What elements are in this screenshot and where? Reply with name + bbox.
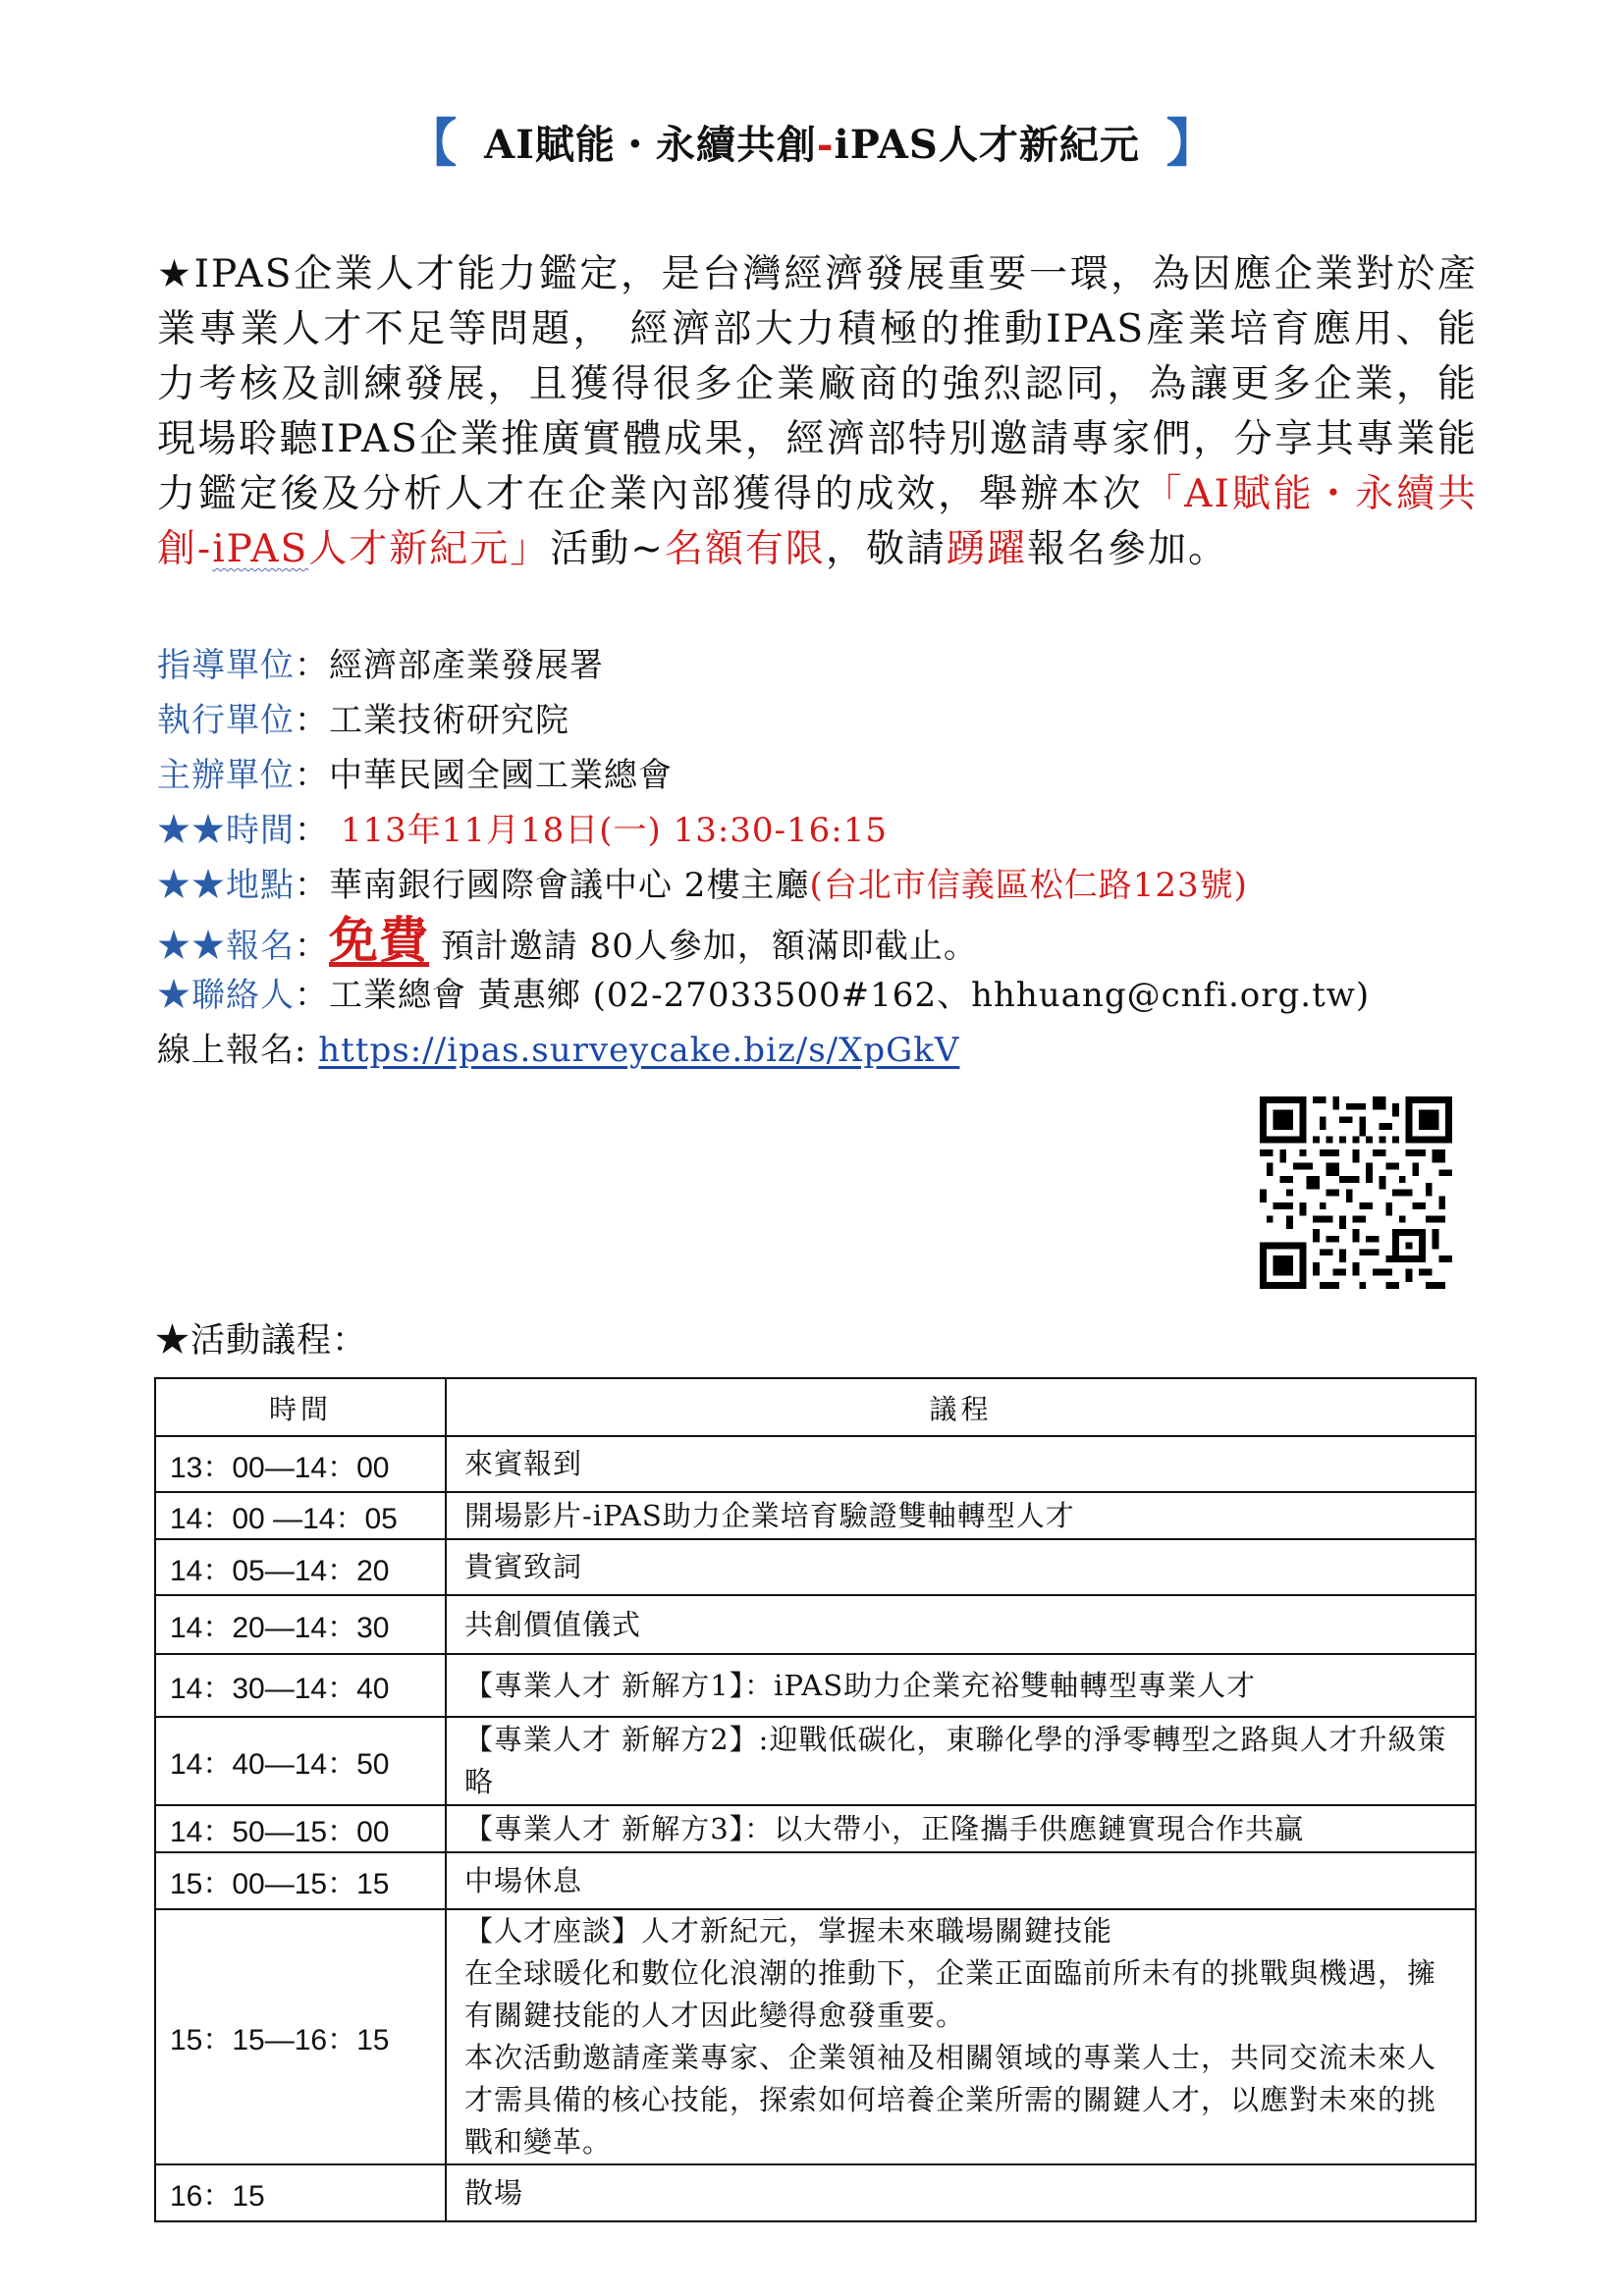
event-info — [157, 638, 1370, 1078]
intro-part4: 報名參加。 — [1026, 527, 1228, 571]
row-time: 14：00 —14：05 — [155, 1492, 446, 1539]
panel-title: 【人才座談】人才新紀元，掌握未來職場關鍵技能 — [464, 1914, 1113, 1948]
contact-label: 聯絡人 — [191, 976, 295, 1015]
enthusiastic: 踴躍 — [946, 527, 1027, 571]
registration-free: 免費 — [329, 911, 429, 969]
panel-desc-1: 在全球暖化和數位化浪潮的推動下，企業正面臨前所未有的挑戰與機遇，擁有關鍵技能的人才因此變得愈發重要。 — [464, 1956, 1437, 2032]
row-item: 來賓報到 — [446, 1436, 1476, 1492]
row-time: 14：50—15：00 — [155, 1805, 446, 1852]
event-name-a: 「AI賦能・永續共創- — [157, 472, 1478, 571]
intro-paragraph — [157, 247, 1478, 577]
row-time: 15：15—16：15 — [155, 1909, 446, 2164]
row-item: 散場 — [446, 2164, 1476, 2221]
title-text-end: 人才新紀元 — [938, 122, 1140, 168]
agenda-header-row — [155, 1378, 1476, 1436]
table-row — [155, 1539, 1476, 1595]
limited-seats: 名額有限 — [664, 527, 826, 571]
registration-note: 預計邀請 80人參加，額滿即截止。 — [440, 927, 978, 966]
agenda-title: ★活動議程： — [155, 1321, 368, 1361]
row-item: 【專業人才 新解方2】:迎戰低碳化，東聯化學的淨零轉型之路與人才升級策略 — [446, 1717, 1476, 1805]
header-time: 時間 — [155, 1378, 446, 1436]
organizer-label: 主辦單位 — [157, 756, 295, 795]
row-time: 14：20—14：30 — [155, 1595, 446, 1654]
table-row — [155, 1805, 1476, 1852]
venue-row: ★★地點：華南銀行國際會議中心 2樓主廳(台北市信義區松仁路123號) — [157, 866, 1248, 905]
table-row — [155, 1492, 1476, 1539]
table-row — [155, 1654, 1476, 1717]
qr-code-icon[interactable] — [1260, 1096, 1452, 1289]
intro-part3: ，敬請 — [825, 527, 947, 571]
title-dash: - — [816, 122, 835, 168]
organizer-row: 主辦單位：中華民國全國工業總會 — [157, 756, 673, 795]
intro-part2: 活動~ — [550, 527, 665, 571]
row-time: 14：30—14：40 — [155, 1654, 446, 1717]
agenda-table — [154, 1377, 1477, 2222]
row-time: 15：00—15：15 — [155, 1852, 446, 1909]
row-item: 開場影片-iPAS助力企業培育驗證雙軸轉型人才 — [446, 1492, 1476, 1539]
registration-label: 報名 — [226, 927, 295, 966]
time-value: 113年11月18日(一) 13:30-16:15 — [340, 811, 889, 850]
title-bracket-right: 】 — [1165, 114, 1218, 174]
row-item: 中場休息 — [446, 1852, 1476, 1909]
executing-row: 執行單位：工業技術研究院 — [157, 701, 569, 740]
row-time: 14：05—14：20 — [155, 1539, 446, 1595]
online-registration-label: 線上報名: — [157, 1031, 307, 1070]
table-row — [155, 1595, 1476, 1654]
row-time: 13：00—14：00 — [155, 1436, 446, 1492]
registration-star-icon: ★★ — [157, 927, 226, 966]
table-row — [155, 1909, 1476, 2164]
intro-part1: ★IPAS企業人才能力鑑定，是台灣經濟發展重要一環，為因應企業對於產業專業人才不足等問題， 經濟部大力積極的推動IPAS產業培育應用、能力考核及訓練發展，且獲得很多企業廠商的強烈認同，為讓更多企業，能現場聆聽IPAS企業推廣實體成果，經濟部特別邀請專家們，分享其專業能力鑑定後及分析人才在企業內部獲得的成效，舉辦本次 — [157, 252, 1478, 516]
title-text: AI賦能・永續共創 — [484, 122, 817, 168]
venue-label: 地點 — [226, 866, 295, 905]
contact-row: ★聯絡人：工業總會 黃惠鄉 (02-27033500#162、hhhuang@cnfi.org.tw) — [157, 976, 1371, 1015]
registration-row: ★★報名：免費 預計邀請 80人參加，額滿即截止。 — [157, 911, 978, 969]
panel-desc-2: 本次活動邀請產業專家、企業領袖及相關領域的專業人士，共同交流未來人才需具備的核心技能，探索如何培養企業所需的關鍵人才，以應對未來的挑戰和變革。 — [464, 2041, 1437, 2159]
executing-value: 工業技術研究院 — [329, 701, 569, 740]
title-bracket-left: 【 — [406, 114, 459, 174]
online-registration-row — [157, 1023, 1370, 1078]
contact-value: 工業總會 黃惠鄉 (02-27033500#162、hhhuang@cnfi.org.tw) — [329, 976, 1371, 1015]
online-registration-link[interactable]: https://ipas.surveycake.biz/s/XpGkV — [318, 1031, 960, 1070]
organizer-value: 中華民國全國工業總會 — [329, 756, 673, 795]
event-name-b: iPAS — [212, 527, 309, 571]
executing-label: 執行單位 — [157, 701, 295, 740]
page-title — [0, 102, 1624, 176]
guidance-label: 指導單位 — [157, 646, 295, 685]
row-item: 共創價值儀式 — [446, 1595, 1476, 1654]
venue-value: 華南銀行國際會議中心 2樓主廳 — [329, 866, 810, 905]
time-label: 時間 — [226, 811, 295, 850]
table-row — [155, 1852, 1476, 1909]
row-item: 【專業人才 新解方1】：iPAS助力企業充裕雙軸轉型專業人才 — [446, 1654, 1476, 1717]
event-name-c: 人才新紀元」 — [308, 527, 551, 571]
row-item-panel — [446, 1909, 1476, 2164]
header-item: 議程 — [446, 1378, 1476, 1436]
contact-star-icon: ★ — [157, 976, 191, 1015]
title-ipas: iPAS — [834, 122, 939, 168]
row-item: 【專業人才 新解方3】：以大帶小，正隆攜手供應鏈實現合作共贏 — [446, 1805, 1476, 1852]
table-row — [155, 1436, 1476, 1492]
venue-star-icon: ★★ — [157, 866, 226, 905]
time-star-icon: ★★ — [157, 811, 226, 850]
venue-address: (台北市信義區松仁路123號) — [809, 866, 1248, 905]
guidance-value: 經濟部產業發展署 — [329, 646, 604, 685]
row-time: 14：40—14：50 — [155, 1717, 446, 1805]
row-item: 貴賓致詞 — [446, 1539, 1476, 1595]
table-row — [155, 2164, 1476, 2221]
row-time: 16：15 — [155, 2164, 446, 2221]
guidance-row: 指導單位：經濟部產業發展署 — [157, 646, 604, 685]
time-row: ★★時間： 113年11月18日(一) 13:30-16:15 — [157, 811, 889, 850]
table-row — [155, 1717, 1476, 1805]
